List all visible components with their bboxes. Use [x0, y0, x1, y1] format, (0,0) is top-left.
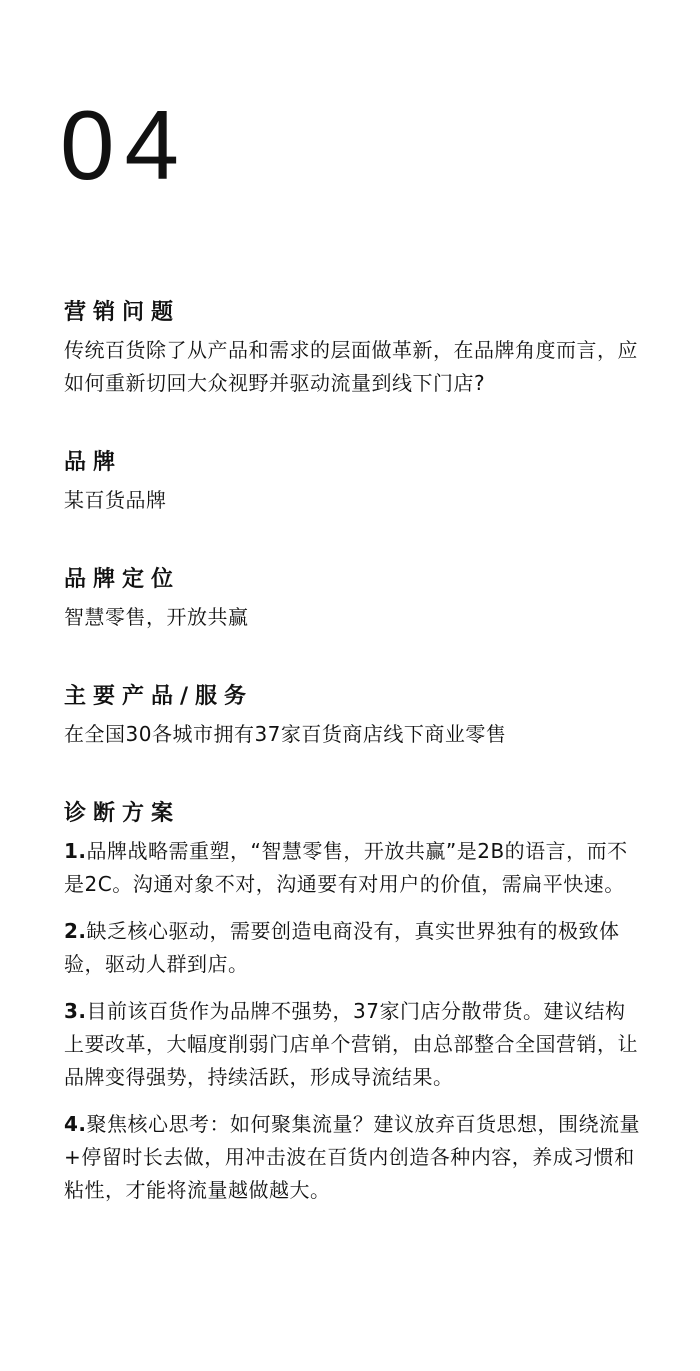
marketing-problem-heading: 营销问题 — [64, 300, 181, 325]
diagnosis-item — [64, 835, 644, 901]
diagnosis-item-number: 4. — [64, 1112, 87, 1136]
brand-section — [64, 448, 644, 517]
diagnosis-item-number: 3. — [64, 999, 87, 1023]
diagnosis-item-text: 品牌战略需重塑，“智慧零售，开放共赢”是2B的语言，而不是2C。沟通对象不对，沟通要有对用户的价值，需扁平快速。 — [64, 839, 628, 896]
diagnosis-item — [64, 1108, 644, 1207]
diagnosis-item-text: 目前该百货作为品牌不强势，37家门店分散带货。建议结构上要改革，大幅度削弱门店单个营销，由总部整合全国营销，让品牌变得强势，持续活跃，形成导流结果。 — [64, 999, 638, 1089]
products-body: 在全国30各城市拥有37家百货商店线下商业零售 — [64, 722, 507, 746]
diagnosis-item-number: 1. — [64, 839, 87, 863]
brand-heading: 品牌 — [64, 450, 123, 475]
positioning-body: 智慧零售，开放共赢 — [64, 605, 249, 629]
marketing-problem-section — [64, 298, 644, 400]
diagnosis-heading: 诊断方案 — [64, 801, 181, 826]
brand-body: 某百货品牌 — [64, 488, 167, 512]
diagnosis-item-text: 聚焦核心思考：如何聚集流量？建议放弃百货思想，围绕流量+停留时长去做，用冲击波在百货内创造各种内容，养成习惯和粘性，才能将流量越做越大。 — [64, 1112, 641, 1202]
positioning-section — [64, 565, 644, 634]
positioning-heading: 品牌定位 — [64, 567, 181, 592]
marketing-problem-body: 传统百货除了从产品和需求的层面做革新，在品牌角度而言，应如何重新切回大众视野并驱动流量到线下门店? — [64, 338, 638, 395]
content — [64, 298, 644, 1221]
diagnosis-section — [64, 799, 644, 1207]
diagnosis-item-text: 缺乏核心驱动，需要创造电商没有，真实世界独有的极致体验，驱动人群到店。 — [64, 919, 620, 976]
diagnosis-item-number: 2. — [64, 919, 87, 943]
products-section — [64, 682, 644, 751]
products-heading: 主要产品/服务 — [64, 684, 254, 709]
section-number: 04 — [60, 90, 190, 200]
diagnosis-item — [64, 915, 644, 981]
diagnosis-item — [64, 995, 644, 1094]
